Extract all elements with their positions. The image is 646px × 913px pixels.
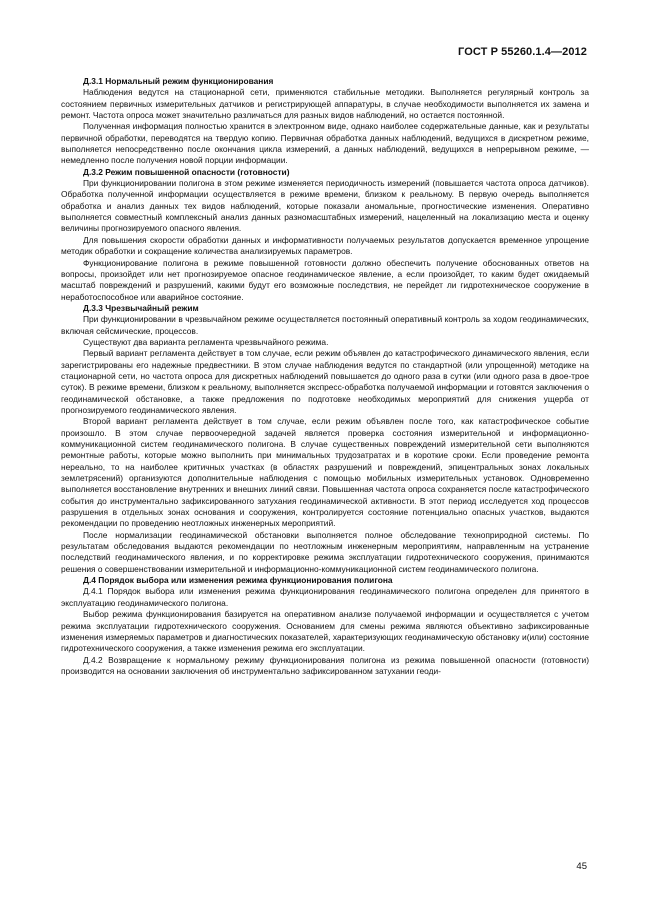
paragraph: Первый вариант регламента действует в том случае, если режим объявлен до катастрофического динамического явления, если зарегистрированы его надежные предвестники. В этом случае наблюдения ведутся по стандартной (или упрощенной) методике на стационарной сети, но частота опроса для дискретных наблюдений повышается до одного раза в сутки (или одного раза в двое-трое суток). В режиме времени, близком к реальному, выполняется экспресс-обработка получаемой информации и готовятся заключения о геодинамической обстановке, а также предложения по подготовке необходимых мероприятий для снижения ущерба от прогнозируемого геодинамического явления. xyxy=(61,348,589,415)
section-heading: Д.3.1 Нормальный режим функционирования xyxy=(83,76,274,86)
document-header: ГОСТ Р 55260.1.4—2012 xyxy=(458,46,587,58)
page-number: 45 xyxy=(576,861,587,872)
paragraph: При функционировании полигона в этом режиме изменяется периодичность измерений (повышается частота опроса датчиков). Обработка полученной информации осуществляется в режиме времени, близком к реальному. В первую очередь выполняется обработка и анализ данных тех видов наблюдений, которые показали аномальные, прогностические изменения. Оперативно выполняется совместный комплексный анализ данных разномасштабных измерений, нацеленный на локализацию места и оценку величины прогнозируемого опасного явления. xyxy=(61,178,589,234)
paragraph: Д.4.1 Порядок выбора или изменения режима функционирования геодинамического полигона определен для принятого в эксплуатацию геодинамического полигона. xyxy=(61,586,589,608)
section-heading: Д.3.2 Режим повышенной опасности (готовности) xyxy=(83,166,290,177)
section-heading: Д.3.3 Чрезвычайный режим xyxy=(83,302,199,313)
section-heading: Д.4 Порядок выбора или изменения режима функционирования полигона xyxy=(83,575,393,586)
paragraph: При функционировании в чрезвычайном режиме осуществляется постоянный оперативный контроль за ходом геодинамических, включая сейсмические, процессов. xyxy=(61,314,589,336)
paragraph: Наблюдения ведутся на стационарной сети, применяются стабильные методики. Выполняется регулярный контроль за состоянием первичных измерительных датчиков и регистрирующей аппаратуры, в случае необходимости выполняется их замена и ремонт. Частота опроса может значительно различаться для разных видов наблюдений, но остается постоянной. xyxy=(61,87,589,121)
document-body xyxy=(61,76,589,677)
paragraph: Полученная информация полностью хранится в электронном виде, однако наиболее содержательные данные, как и результаты первичной обработки, переводятся на твердую копию. Первичная обработка данных наблюдений, ведущихся в дискретном режиме, выполняется непосредственно после окончания цикла измерений, а данных наблюдений, ведущихся в непрерывном режиме, — немедленно после получения новой порции информации. xyxy=(61,121,589,166)
paragraph: Д.4.2 Возвращение к нормальному режиму функционирования полигона из режима повышенной опасности (готовности) производится на основании заключения об инструментально зафиксированном затухании геоди- xyxy=(61,654,589,676)
paragraph: После нормализации геодинамической обстановки выполняется полное обследование технoприродной системы. По результатам обследования выдаются рекомендации по неотложным инженерным мероприятиям, направленным на устранение последствий геодинамического явления, и по корректировке режима эксплуатации гидротехнического сооружения, принимаются решения о совершенствовании измерительной и информационно-коммуникационной систем геодинамического полигона. xyxy=(61,529,589,574)
paragraph: Второй вариант регламента действует в том случае, если режим объявлен после того, как катастрофическое событие произошло. В этом случае первоочередной задачей является проверка состояния измерительной и информационно-коммуникационной систем геодинамического полигона. В случае существенных повреждений измерительной сети выполняются ремонтные работы, которые можно выполнить при минимальных трудозатратах и в короткие сроки. Если проведение ремонта нереально, то на наиболее критичных участках (в областях разрушений и повреждений, эпицентральных зонах локальных землетрясений) организуются дополнительные наблюдения с помощью мобильных измерительных установок. Одновременно выполняется восстановление внутренних и внешних линий связи. Повышенная частота опроса сохраняется после катастрофического события до инструментально зафиксированного затухания геодинамической активности. В этот период исследуется ход процессов разрушения в отдельных зонах основания и сооружения, контролируется состояние потенциально опасных участков, выдаются рекомендации по проведению неотложных инженерных мероприятий. xyxy=(61,416,589,529)
paragraph: Выбор режима функционирования базируется на оперативном анализе получаемой информации и осуществляется с учетом режима эксплуатации гидротехнического сооружения. Основанием для смены режима являются объективно зафиксированные изменения измеряемых параметров и диагностических показателей, характеризующих геодинамическую обстановку и(или) состояние гидротехнического сооружения, а также изменения режима его эксплуатации. xyxy=(61,609,589,654)
paragraph: Для повышения скорости обработки данных и информативности получаемых результатов допускается временное упрощение методик обработки и сокращение количества анализируемых параметров. xyxy=(61,234,589,257)
paragraph: Функционирование полигона в режиме повышенной готовности должно обеспечить получение обоснованных ответов на вопросы, произойдет или нет прогнозируемое опасное геодинамическое явление, а если произойдет, то каким будет ожидаемый масштаб повреждений и разрушений, какими будут его возможные последствия, не перейдет ли гидротехническое сооружение в неработоспособное или аварийное состояние. xyxy=(61,257,589,302)
paragraph: Существуют два варианта регламента чрезвычайного режима. xyxy=(83,336,329,347)
